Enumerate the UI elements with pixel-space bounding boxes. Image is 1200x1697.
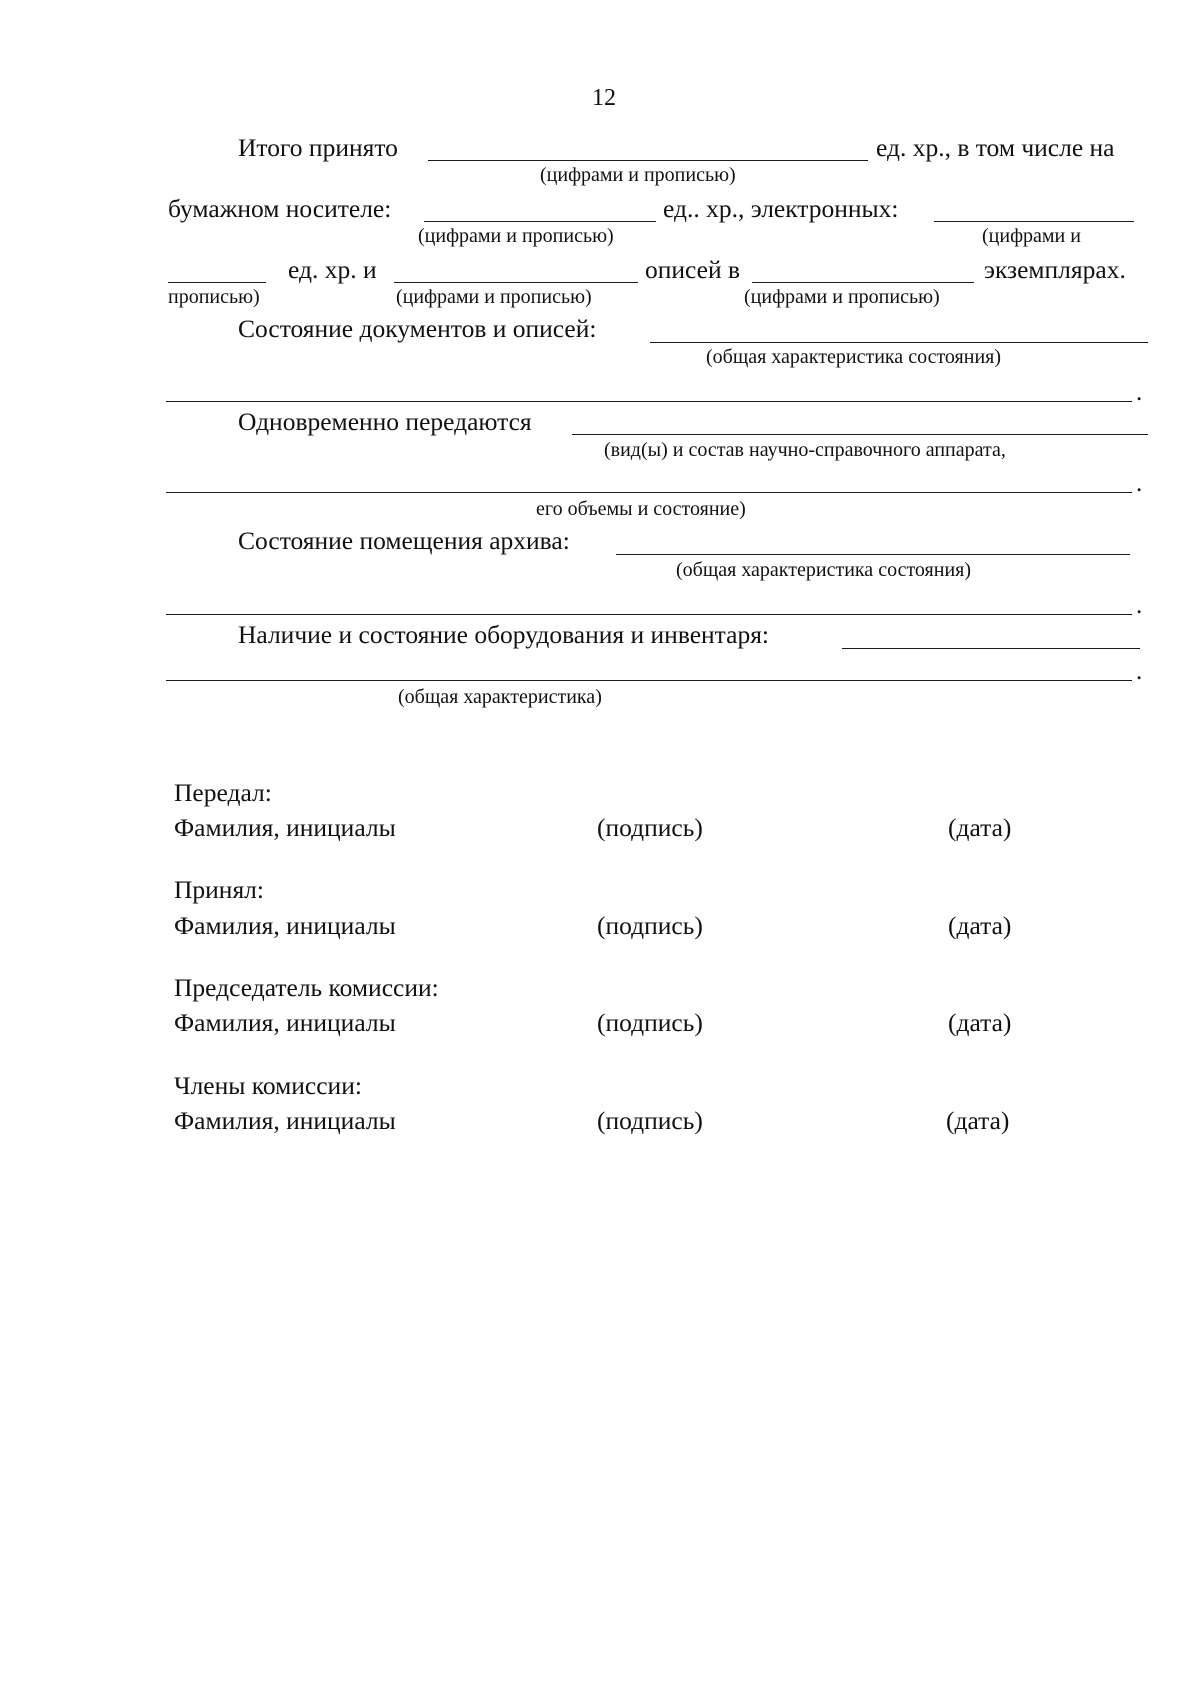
name-label: Фамилия, инициалы [174,911,396,940]
period: . [1136,470,1143,497]
hint-volumes-state: его объемы и состояние) [536,498,746,520]
units-electronic-label: ед.. хр., электронных: [663,194,899,223]
paper-label: бумажном носителе: [168,194,392,223]
inventories-in-label: описей в [645,255,741,284]
role-label: Члены комиссии: [174,1071,362,1100]
date-label: (дата) [948,911,1012,940]
hint-electronic-units-2: прописью) [168,286,260,308]
name-label: Фамилия, инициалы [174,813,396,842]
electronic-units-field[interactable] [934,221,1134,222]
equipment-field-cont[interactable] [166,680,1132,681]
date-label: (дата) [948,813,1012,842]
hint-paper-units: (цифрами и прописью) [418,225,614,247]
transferred-field-cont[interactable] [166,492,1132,493]
units-and-label: ед. хр. и [288,255,377,284]
page-number: 12 [592,85,616,111]
total-accepted-label: Итого принято [238,133,398,162]
role-label: Принял: [174,875,264,904]
units-including-label: ед. хр., в том числе на [876,133,1115,162]
premises-state-label: Состояние помещения архива: [238,526,570,555]
hint-inventories-count: (цифрами и прописью) [396,286,592,308]
signature-label: (подпись) [597,1008,703,1037]
total-accepted-field[interactable] [428,160,868,161]
copies-count-field[interactable] [752,282,974,283]
hint-total-accepted: (цифрами и прописью) [540,164,736,186]
role-label: Председатель комиссии: [174,973,439,1002]
period: . [1136,379,1143,406]
signature-label: (подпись) [597,1106,703,1135]
docs-state-field[interactable] [650,342,1148,343]
hint-equipment: (общая характеристика) [398,686,602,708]
docs-state-field-cont[interactable] [166,401,1132,402]
equipment-field[interactable] [842,648,1140,649]
name-label: Фамилия, инициалы [174,1106,396,1135]
premises-state-field-cont[interactable] [166,614,1132,615]
paper-units-field[interactable] [424,221,656,222]
period: . [1136,592,1143,619]
premises-state-field[interactable] [616,554,1130,555]
hint-reference-apparatus: (вид(ы) и состав научно-справочного аппарата, [604,439,1006,461]
transferred-field[interactable] [572,434,1148,435]
docs-state-label: Состояние документов и описей: [238,314,597,343]
hint-docs-state: (общая характеристика состояния) [706,346,1001,368]
period: . [1136,658,1143,685]
role-label: Передал: [174,778,272,807]
signature-label: (подпись) [597,911,703,940]
signature-label: (подпись) [597,813,703,842]
transferred-label: Одновременно передаются [238,407,532,436]
date-label: (дата) [946,1106,1010,1135]
date-label: (дата) [948,1008,1012,1037]
equipment-label: Наличие и состояние оборудования и инвентаря: [238,620,770,649]
hint-copies-count: (цифрами и прописью) [744,286,940,308]
name-label: Фамилия, инициалы [174,1008,396,1037]
hint-electronic-units-1: (цифрами и [982,225,1081,247]
copies-label: экземплярах. [984,255,1126,284]
inventories-count-field[interactable] [394,282,638,283]
hint-premises-state: (общая характеристика состояния) [676,559,971,581]
electronic-units-field-cont[interactable] [168,282,266,283]
